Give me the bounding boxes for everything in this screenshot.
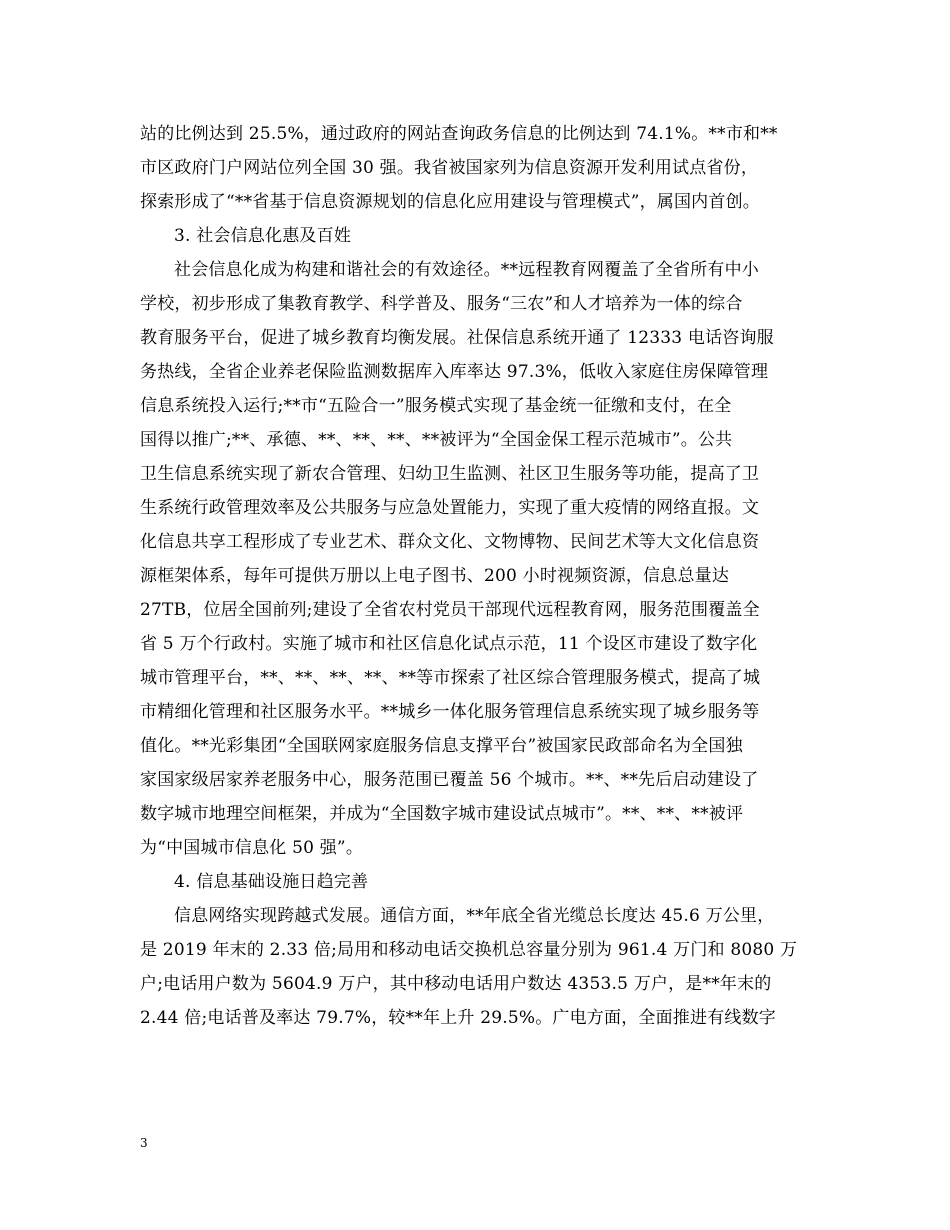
body-text-line: 市精细化管理和社区服务水平。**城乡一体化服务管理信息系统实现了城乡服务等 <box>140 702 760 722</box>
body-text-line: 教育服务平台，促进了城乡教育均衡发展。社保信息系统开通了 12333 电话咨询服 <box>140 328 774 348</box>
body-text-line: 信息系统投入运行;**市“五险合一”服务模式实现了基金统一征缴和支付，在全 <box>140 396 732 416</box>
body-text-line: 化信息共享工程形成了专业艺术、群众文化、文物博物、民间艺术等大文化信息资 <box>140 532 760 552</box>
body-text-line: 为“中国城市信息化 50 强”。 <box>140 838 364 858</box>
body-text-line: 生系统行政管理效率及公共服务与应急处置能力，实现了重大疫情的网络直报。文 <box>140 498 760 518</box>
body-text-line: 市区政府门户网站位列全国 30 强。我省被国家列为信息资源开发利用试点省份， <box>140 158 759 178</box>
body-text-line: 探索形成了“**省基于信息资源规划的信息化应用建设与管理模式”，属国内首创。 <box>140 192 760 212</box>
body-text-line: 户;电话用户数为 5604.9 万户，其中移动电话用户数达 4353.5 万户，是**年末的 <box>140 974 772 994</box>
body-text-line: 站的比例达到 25.5%，通过政府的网站查询政务信息的比例达到 74.1%。**市和** <box>140 124 778 144</box>
body-text-line: 学校，初步形成了集教育教学、科学普及、服务“三农”和人才培养为一体的综合 <box>140 294 743 314</box>
section-heading: 3. 社会信息化惠及百姓 <box>174 226 352 246</box>
body-text-line: 省 5 万个行政村。实施了城市和社区信息化试点示范，11 个设区市建设了数字化 <box>140 634 758 654</box>
body-text-line: 源框架体系，每年可提供万册以上电子图书、200 小时视频资源，信息总量达 <box>140 566 730 586</box>
body-text-line: 信息网络实现跨越式发展。通信方面，**年底全省光缆总长度达 45.6 万公里， <box>174 906 775 926</box>
body-text-line: 社会信息化成为构建和谐社会的有效途径。**远程教育网覆盖了全省所有中小 <box>174 260 759 280</box>
body-text-line: 值化。**光彩集团“全国联网家庭服务信息支撑平台”被国家民政部命名为全国独 <box>140 736 743 756</box>
body-text-line: 国得以推广;**、承德、**、**、**、**被评为“全国金保工程示范城市”。公共 <box>140 430 733 450</box>
body-text-line: 数字城市地理空间框架，并成为“全国数字城市建设试点城市”。**、**、**被评 <box>140 804 744 824</box>
body-text-line: 家国家级居家养老服务中心，服务范围已覆盖 56 个城市。**、**先后启动建设了 <box>140 770 759 790</box>
body-text-line: 是 2019 年末的 2.33 倍;局用和移动电话交换机总容量分别为 961.4 万门和 8080 万 <box>140 940 798 960</box>
body-text-line: 务热线，全省企业养老保险监测数据库入库率达 97.3%，低收入家庭住房保障管理 <box>140 362 769 382</box>
body-text-line: 卫生信息系统实现了新农合管理、妇幼卫生监测、社区卫生服务等功能，提高了卫 <box>140 464 760 484</box>
body-text-line: 城市管理平台，**、**、**、**、**等市探索了社区综合管理服务模式，提高了城 <box>140 668 761 688</box>
body-text-line: 2.44 倍;电话普及率达 79.7%，较**年上升 29.5%。广电方面，全面推进有线数字 <box>140 1008 776 1028</box>
section-heading: 4. 信息基础设施日趋完善 <box>174 872 369 892</box>
page-number: 3 <box>140 1136 148 1150</box>
body-text-line: 27TB，位居全国前列;建设了全省农村党员干部现代远程教育网，服务范围覆盖全 <box>140 600 760 620</box>
